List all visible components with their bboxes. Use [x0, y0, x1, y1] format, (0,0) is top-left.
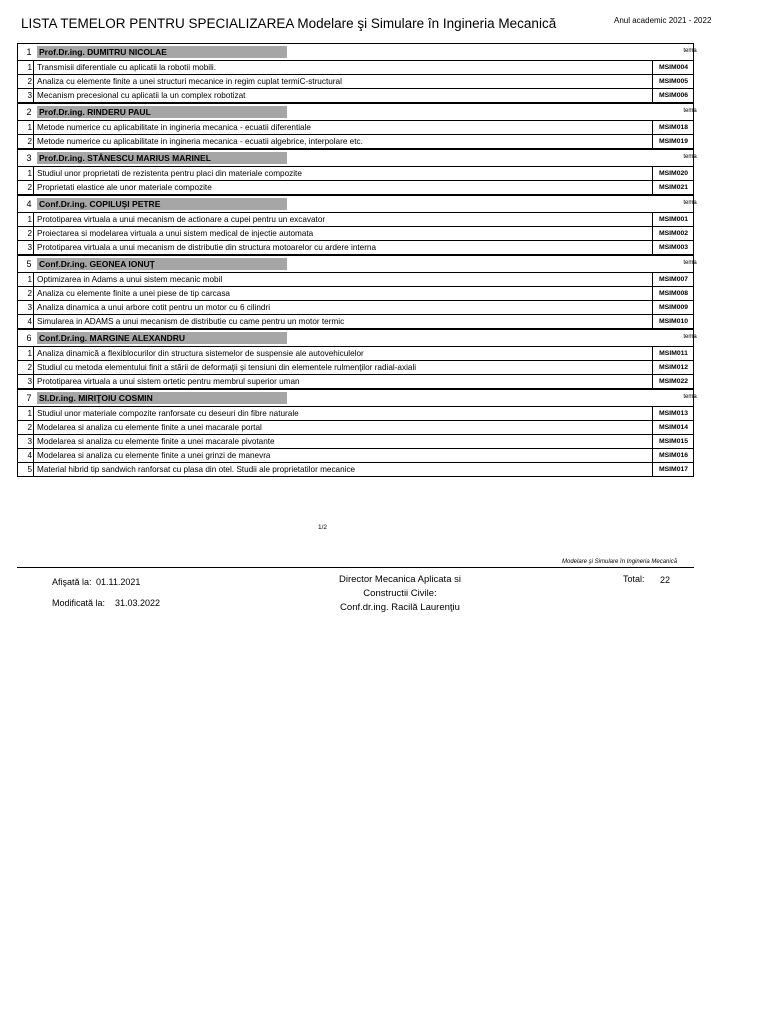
topic-title: Material hibrid tip sandwich ranforsat cu plasa din otel. Studii ale proprietatilor mecanice [37, 465, 356, 474]
topic-number: 2 [18, 287, 34, 300]
professor-name: Sl.Dr.ing. MIRIŢOIU COSMIN [37, 392, 287, 404]
posted-date: 01.11.2021 [96, 577, 141, 587]
topic-code: MSIM010 [652, 315, 694, 328]
topic-row [17, 273, 694, 287]
topic-number: 1 [18, 121, 34, 134]
topics-table [17, 43, 697, 477]
topic-row [17, 241, 694, 255]
topic-code: MSIM006 [652, 89, 694, 102]
topic-code: MSIM012 [652, 361, 694, 374]
topic-code: MSIM008 [652, 287, 694, 300]
director-name: Conf.dr.ing. Racilă Laurenţiu [340, 602, 460, 613]
topic-row [17, 407, 694, 421]
topic-number: 2 [18, 361, 34, 374]
topic-code: MSIM005 [652, 75, 694, 88]
topic-number: 1 [18, 61, 34, 74]
topic-code: MSIM018 [652, 121, 694, 134]
topic-row [17, 213, 694, 227]
professor-name: Prof.Dr.ing. DUMITRU NICOLAE [37, 46, 287, 58]
topic-title: Metode numerice cu aplicabilitate in ingineria mecanica - ecuatii algebrice, interpolare etc. [37, 137, 363, 146]
topic-code: MSIM015 [652, 435, 694, 448]
topic-number: 2 [18, 227, 34, 240]
professor-name: Prof.Dr.ing. STÂNESCU MARIUS MARINEL [37, 152, 287, 164]
topic-title: Prototiparea virtuala a unui mecanism de actionare a cupei pentru un excavator [37, 215, 326, 224]
tema-header: tema [683, 48, 697, 54]
topic-code: MSIM022 [652, 375, 694, 388]
professor-row [17, 195, 697, 213]
total-label: Total: [623, 574, 645, 584]
topic-code: MSIM009 [652, 301, 694, 314]
topic-row [17, 135, 694, 149]
topic-row [17, 227, 694, 241]
topic-number: 4 [18, 449, 34, 462]
total-value: 22 [660, 575, 671, 585]
tema-header: tema [683, 334, 697, 340]
modified-label: Modificată la: [52, 598, 106, 608]
topic-code: MSIM007 [652, 273, 694, 286]
professor-name: Prof.Dr.ing. RINDERU PAUL [37, 106, 287, 118]
topic-row [17, 347, 694, 361]
topic-row [17, 121, 694, 135]
topic-code: MSIM020 [652, 167, 694, 180]
topic-title: Studiul cu metoda elementului finit a stării de deformaţii şi tensiuni din elementele rulmenţilor radial-axiali [37, 363, 417, 372]
professor-number: 5 [26, 259, 32, 269]
topic-title: Analiza dinamică a flexiblocurilor din structura sistemelor de suspensie ale autovehiculelor [37, 349, 364, 358]
topic-number: 1 [18, 347, 34, 360]
topic-number: 4 [18, 315, 34, 328]
director-signature-block [320, 573, 480, 615]
topic-title: Studiul unor materiale compozite ranforsate cu deseuri din fibre naturale [37, 409, 299, 418]
topic-number: 2 [18, 421, 34, 434]
topic-title: Modelarea si analiza cu elemente finite a unei macarale portal [37, 423, 262, 432]
topic-code: MSIM016 [652, 449, 694, 462]
topic-number: 2 [18, 75, 34, 88]
topic-code: MSIM017 [652, 463, 694, 476]
topic-number: 3 [18, 435, 34, 448]
topic-title: Modelarea si analiza cu elemente finite a unei grinzi de manevra [37, 451, 271, 460]
topic-title: Modelarea si analiza cu elemente finite a unei macarale pivotante [37, 437, 275, 446]
topic-row [17, 89, 694, 103]
topic-title: Prototiparea virtuala a unui sistem ortetic pentru membrul superior uman [37, 377, 300, 386]
topic-row [17, 435, 694, 449]
topic-row [17, 301, 694, 315]
topic-number: 1 [18, 213, 34, 226]
topic-number: 5 [18, 463, 34, 476]
topic-title: Simularea in ADAMS a unui mecanism de distributie cu came pentru un motor termic [37, 317, 345, 326]
topic-row [17, 421, 694, 435]
topic-number: 2 [18, 181, 34, 194]
topic-title: Prototiparea virtuala a unui mecanism de distributie din structura motoarelor cu ardere interna [37, 243, 377, 252]
professor-number: 2 [26, 107, 32, 117]
topic-row [17, 361, 694, 375]
tema-header: tema [683, 260, 697, 266]
tema-header: tema [683, 200, 697, 206]
professor-row [17, 149, 697, 167]
topic-title: Analiza cu elemente finite a unei structuri mecanice in regim cuplat termiC-structural [37, 77, 342, 86]
director-line-2: Constructii Civile: [363, 588, 437, 599]
professor-name: Conf.Dr.ing. GEONEA IONUŢ [37, 258, 287, 270]
director-line-1: Director Mecanica Aplicata si [339, 574, 461, 585]
professor-name: Conf.Dr.ing. COPILUŞI PETRE [37, 198, 287, 210]
footer-divider [17, 567, 694, 568]
tema-header: tema [683, 108, 697, 114]
topic-number: 1 [18, 407, 34, 420]
topic-title: Metode numerice cu aplicabilitate in ingineria mecanica - ecuatii diferentiale [37, 123, 311, 132]
professor-number: 7 [26, 393, 32, 403]
topic-title: Mecanism precesional cu aplicatii la un complex robotizat [37, 91, 246, 100]
topic-row [17, 75, 694, 89]
professor-number: 4 [26, 199, 32, 209]
topic-number: 1 [18, 273, 34, 286]
topic-row [17, 315, 694, 329]
topic-code: MSIM019 [652, 135, 694, 148]
topic-row [17, 167, 694, 181]
tema-header: tema [683, 154, 697, 160]
topic-row [17, 181, 694, 195]
professor-row [17, 255, 697, 273]
professor-number: 1 [26, 47, 32, 57]
topic-title: Proiectarea si modelarea virtuala a unui sistem medical de injectie automata [37, 229, 314, 238]
professor-name: Conf.Dr.ing. MARGINE ALEXANDRU [37, 332, 287, 344]
tema-header: tema [683, 394, 697, 400]
topic-code: MSIM003 [652, 241, 694, 254]
page-title: LISTA TEMELOR PENTRU SPECIALIZAREA Modelare şi Simulare în Ingineria Mecanică [21, 16, 557, 31]
topic-row [17, 449, 694, 463]
topic-code: MSIM021 [652, 181, 694, 194]
topic-number: 2 [18, 135, 34, 148]
topic-title: Transmisii diferentiale cu aplicatii la robotii mobili. [37, 63, 216, 72]
professor-number: 3 [26, 153, 32, 163]
topic-code: MSIM013 [652, 407, 694, 420]
topic-number: 3 [18, 241, 34, 254]
topic-code: MSIM011 [652, 347, 694, 360]
topic-code: MSIM001 [652, 213, 694, 226]
topic-number: 1 [18, 167, 34, 180]
professor-row [17, 43, 697, 61]
topic-title: Optimizarea in Adams a unui sistem mecanic mobil [37, 275, 223, 284]
topic-title: Analiza cu elemente finite a unei piese de tip carcasa [37, 289, 230, 298]
topic-number: 3 [18, 89, 34, 102]
topic-row [17, 375, 694, 389]
topic-row [17, 287, 694, 301]
page-number: 1/2 [318, 524, 328, 531]
topic-code: MSIM002 [652, 227, 694, 240]
topic-title: Proprietati elastice ale unor materiale compozite [37, 183, 212, 192]
topic-title: Studiul unor proprietati de rezistenta pentru placi din materiale compozite [37, 169, 302, 178]
academic-year: Anul academic 2021 - 2022 [614, 16, 712, 25]
footer-program-name: Modelare şi Simulare în Ingineria Mecanică [562, 559, 678, 565]
topic-row [17, 61, 694, 75]
topic-number: 3 [18, 301, 34, 314]
topic-row [17, 463, 694, 477]
professor-row [17, 389, 697, 407]
topic-number: 3 [18, 375, 34, 388]
modified-date: 31.03.2022 [115, 598, 161, 608]
topic-title: Analiza dinamica a unui arbore cotit pentru un motor cu 6 cilindri [37, 303, 271, 312]
posted-label: Afişată la: [52, 577, 92, 587]
professor-row [17, 329, 697, 347]
topic-code: MSIM004 [652, 61, 694, 74]
professor-row [17, 103, 697, 121]
topic-code: MSIM014 [652, 421, 694, 434]
professor-number: 6 [26, 333, 32, 343]
